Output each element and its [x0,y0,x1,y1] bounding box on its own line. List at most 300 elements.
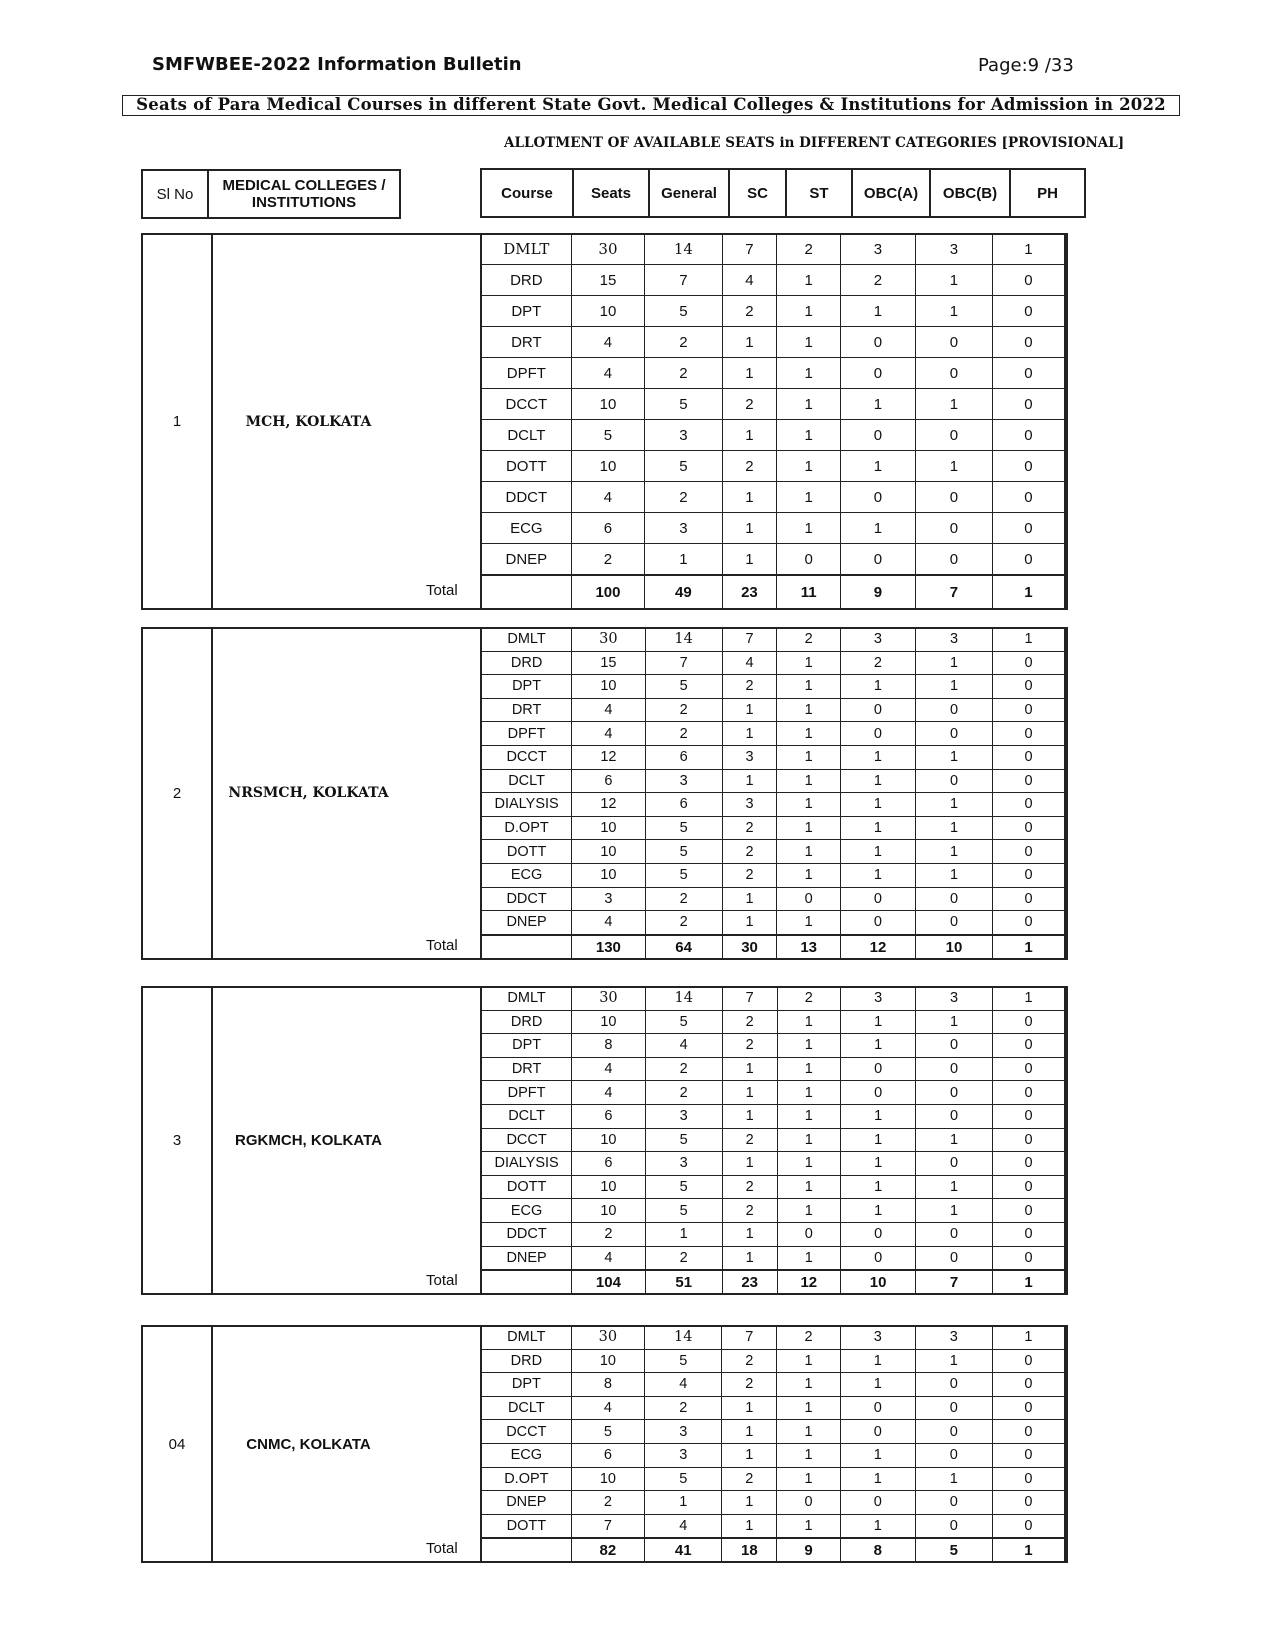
table-row [481,420,1065,451]
table-row [481,628,1065,652]
seat-count-cell: 0 [992,1373,1065,1397]
total-value-cell: 23 [722,575,777,610]
seat-count-cell: 1 [722,1081,777,1105]
seat-count-cell: 6 [645,745,722,769]
seat-count-cell: 2 [722,1010,777,1034]
seat-count-cell: 3 [915,234,992,265]
col-header-st: ST [786,169,852,217]
seat-count-cell: 1 [992,234,1065,265]
seat-count-cell: 6 [571,513,645,544]
seat-count-cell: 1 [916,1199,993,1223]
total-value-cell: 9 [777,1538,840,1563]
col-header-sc: SC [729,169,786,217]
seat-count-cell: 2 [722,840,777,864]
seat-count-cell: 7 [722,628,777,652]
table-row [481,296,1065,327]
seat-count-cell: 7 [722,1326,777,1350]
seat-count-cell: 1 [777,911,840,935]
seat-count-cell: 0 [840,327,915,358]
seat-count-cell: 4 [571,358,645,389]
table-row [481,1396,1065,1420]
seat-count-cell: 2 [722,1349,777,1373]
seat-count-cell: 2 [722,675,777,699]
seat-count-cell: 1 [840,389,915,420]
seat-count-cell: 1 [840,1467,915,1491]
seat-count-cell: 1 [722,327,777,358]
seat-count-cell: 0 [992,1152,1065,1176]
seat-count-cell: 1 [915,296,992,327]
total-value-cell: 1 [993,935,1065,960]
seat-count-cell: 14 [645,1326,722,1350]
seat-count-cell: 6 [572,1104,645,1128]
seat-count-cell: 8 [572,1034,645,1058]
seat-count-cell: 3 [722,745,777,769]
seat-count-cell: 1 [777,698,840,722]
seat-count-cell: 5 [645,840,722,864]
seat-count-cell: 2 [722,863,777,887]
seat-count-cell: 0 [993,722,1065,746]
seat-count-cell: 0 [992,1420,1065,1444]
seat-count-cell: 3 [645,1152,722,1176]
seat-count-cell: 1 [722,911,777,935]
course-cell: DPT [481,1034,572,1058]
seat-count-cell: 4 [572,911,645,935]
table-row [481,1420,1065,1444]
total-blank-cell [481,1538,571,1563]
course-cell: DPT [481,296,571,327]
course-cell: DIALYSIS [481,1152,572,1176]
seat-count-cell: 2 [840,651,915,675]
seat-count-cell: 2 [645,327,722,358]
course-cell: DDCT [481,1222,572,1246]
seat-count-cell: 6 [645,793,722,817]
seat-count-cell: 0 [840,698,915,722]
seat-count-cell: 0 [993,651,1065,675]
course-cell: DNEP [481,1246,572,1270]
total-value-cell: 104 [572,1270,645,1295]
total-label: Total [426,1272,458,1290]
seat-count-cell: 1 [916,1010,993,1034]
seat-count-cell: 0 [916,887,993,911]
table-row [481,327,1065,358]
seat-count-cell: 1 [993,628,1065,652]
table-row [481,1514,1065,1538]
seat-count-cell: 0 [916,698,993,722]
table-row [481,1491,1065,1515]
seat-count-cell: 0 [993,816,1065,840]
seat-count-cell: 1 [916,1175,993,1199]
seat-count-cell: 1 [840,513,915,544]
seat-count-cell: 1 [840,451,915,482]
seat-count-cell: 1 [722,1057,777,1081]
seat-count-cell: 0 [915,1373,992,1397]
seat-count-cell: 5 [645,1010,722,1034]
course-seat-table [480,1325,1066,1563]
seat-count-cell: 2 [645,698,722,722]
seat-count-cell: 0 [840,358,915,389]
seat-count-cell: 2 [777,628,840,652]
seat-count-cell: 0 [916,1057,993,1081]
seat-count-cell: 7 [571,1514,644,1538]
seat-count-cell: 4 [572,722,645,746]
course-cell: DCLT [481,769,572,793]
course-cell: DRD [481,651,572,675]
seat-count-cell: 1 [840,1349,915,1373]
seat-count-cell: 6 [572,1152,645,1176]
seat-count-cell: 3 [645,1420,722,1444]
course-cell: ECG [481,1443,571,1467]
table-row [481,840,1065,864]
seat-count-cell: 1 [722,1443,777,1467]
seat-count-cell: 10 [572,1128,645,1152]
seat-count-cell: 0 [916,769,993,793]
seat-count-cell: 1 [840,675,915,699]
seat-count-cell: 0 [992,389,1065,420]
seat-count-cell: 0 [915,358,992,389]
table-row [481,1010,1065,1034]
table-row [481,1034,1065,1058]
institution-slno: 1 [143,235,213,608]
table-row [481,675,1065,699]
institution-slno: 04 [143,1327,213,1561]
seat-count-cell: 0 [841,1057,916,1081]
table-row [481,722,1065,746]
seat-count-cell: 1 [916,816,993,840]
seat-count-cell: 0 [992,451,1065,482]
seat-count-cell: 3 [840,628,915,652]
seat-count-cell: 15 [571,265,645,296]
seat-count-cell: 1 [841,1152,916,1176]
table-row [481,513,1065,544]
table-row [481,863,1065,887]
seat-count-cell: 0 [840,722,915,746]
seat-count-cell: 0 [993,698,1065,722]
course-seat-table [480,627,1066,960]
seat-count-cell: 0 [992,1467,1065,1491]
seat-count-cell: 0 [992,1349,1065,1373]
seat-count-cell: 2 [571,1491,644,1515]
total-value-cell: 18 [722,1538,777,1563]
seat-count-cell: 0 [992,1034,1065,1058]
institution-group [141,627,1068,960]
seat-count-cell: 0 [841,1246,916,1270]
seat-count-cell: 1 [722,1514,777,1538]
col-header-general: General [649,169,729,217]
seat-count-cell: 0 [993,887,1065,911]
seat-count-cell: 2 [722,1199,777,1223]
col-header-course: Course [481,169,573,217]
seat-count-cell: 1 [841,1010,916,1034]
seat-count-cell: 1 [777,451,841,482]
course-cell: DOTT [481,840,572,864]
seat-count-cell: 2 [722,389,777,420]
seat-count-cell: 3 [916,987,993,1011]
seat-count-cell: 0 [992,358,1065,389]
total-value-cell: 100 [571,575,645,610]
institution-name: MCH, KOLKATA [245,413,372,430]
seat-count-cell: 1 [645,544,722,576]
seat-count-cell: 0 [992,1199,1065,1223]
table-row [481,1057,1065,1081]
seat-count-cell: 1 [722,698,777,722]
course-cell: DMLT [481,987,572,1011]
seat-count-cell: 1 [722,887,777,911]
seat-count-cell: 5 [645,1175,722,1199]
seat-count-cell: 4 [572,1057,645,1081]
seat-count-cell: 1 [840,1373,915,1397]
seat-count-cell: 0 [992,1246,1065,1270]
seat-count-cell: 0 [992,544,1065,576]
seat-count-cell: 5 [645,1128,722,1152]
seat-count-cell: 10 [572,840,645,864]
seat-count-cell: 1 [840,1443,915,1467]
seat-count-cell: 0 [915,1396,992,1420]
seat-count-cell: 10 [572,1199,645,1223]
seat-count-cell: 0 [916,1034,993,1058]
seat-count-cell: 7 [645,265,722,296]
seat-count-cell: 0 [992,1514,1065,1538]
seat-count-cell: 0 [992,1222,1065,1246]
section-banner: Seats of Para Medical Courses in different State Govt. Medical Colleges & Institutions for Admission in 2022 [122,95,1180,116]
seat-count-cell: 2 [572,1222,645,1246]
seat-count-cell: 1 [777,327,841,358]
seat-count-cell: 1 [722,1222,777,1246]
seat-count-cell: 1 [777,722,840,746]
seat-count-cell: 5 [645,451,722,482]
total-row [481,935,1065,960]
table-row [481,265,1065,296]
course-seat-table [480,233,1066,610]
total-value-cell: 130 [572,935,645,960]
course-cell: DOTT [481,451,571,482]
seat-count-cell: 1 [777,1514,840,1538]
course-cell: DRT [481,1057,572,1081]
seat-count-cell: 1 [840,816,915,840]
seat-count-cell: 0 [915,327,992,358]
course-cell: DCLT [481,1396,571,1420]
seat-count-cell: 1 [777,265,841,296]
total-value-cell: 64 [645,935,722,960]
seat-count-cell: 1 [777,863,840,887]
course-cell: DMLT [481,1326,571,1350]
seat-count-cell: 1 [841,1175,916,1199]
institution-slno: 3 [143,988,213,1293]
seat-count-cell: 2 [645,722,722,746]
seat-count-cell: 3 [840,234,915,265]
course-cell: DMLT [481,628,572,652]
total-value-cell: 12 [777,1270,841,1295]
seat-count-cell: 0 [915,1443,992,1467]
total-value-cell: 10 [916,935,993,960]
seat-count-cell: 0 [915,513,992,544]
table-row [481,793,1065,817]
seat-count-cell: 1 [777,1057,841,1081]
institution-group [141,1325,1068,1563]
course-cell: ECG [481,1199,572,1223]
total-label: Total [426,582,458,599]
seat-count-cell: 1 [645,1491,722,1515]
seat-count-cell: 0 [916,1081,993,1105]
seat-count-cell: 1 [841,1199,916,1223]
seat-count-cell: 0 [841,1081,916,1105]
seat-count-cell: 7 [722,987,777,1011]
seat-count-cell: 1 [777,1010,841,1034]
seat-count-cell: 5 [571,1420,644,1444]
seat-count-cell: 4 [722,651,777,675]
seat-count-cell: 2 [722,1128,777,1152]
seat-count-cell: 5 [645,296,722,327]
col-header-obcb: OBC(B) [930,169,1010,217]
seat-count-cell: 0 [993,911,1065,935]
institution-group [141,986,1068,1295]
seat-count-cell: 0 [992,1081,1065,1105]
institution-name: NRSMCH, KOLKATA [228,785,389,802]
seat-count-cell: 2 [645,1081,722,1105]
seat-count-cell: 2 [777,234,841,265]
seat-count-cell: 7 [722,234,777,265]
seat-count-cell: 3 [645,1104,722,1128]
header-right-table [480,168,1086,218]
seat-count-cell: 0 [993,863,1065,887]
seat-count-cell: 1 [777,1396,840,1420]
seat-count-cell: 30 [571,234,645,265]
course-cell: DCCT [481,1128,572,1152]
course-cell: DIALYSIS [481,793,572,817]
institution-name: RGKMCH, KOLKATA [235,1132,382,1150]
seat-count-cell: 1 [916,675,993,699]
seat-count-cell: 1 [840,863,915,887]
course-cell: DOTT [481,1175,572,1199]
total-value-cell: 13 [777,935,840,960]
seat-count-cell: 1 [777,296,841,327]
table-row [481,745,1065,769]
seat-count-cell: 4 [572,1246,645,1270]
table-row [481,1326,1065,1350]
table-row [481,816,1065,840]
seat-count-cell: 2 [722,296,777,327]
seat-count-cell: 0 [915,420,992,451]
seat-count-cell: 10 [572,675,645,699]
col-header-ph: PH [1010,169,1085,217]
course-cell: DNEP [481,1491,571,1515]
col-header-institution: MEDICAL COLLEGES / INSTITUTIONS [208,170,400,218]
seat-count-cell: 1 [841,1128,916,1152]
table-row [481,1081,1065,1105]
seat-count-cell: 10 [571,1467,644,1491]
seat-count-cell: 0 [915,482,992,513]
seat-count-cell: 6 [571,1443,644,1467]
seat-count-cell: 10 [571,389,645,420]
seat-count-cell: 4 [571,327,645,358]
seat-count-cell: 10 [571,1349,644,1373]
total-value-cell: 7 [915,575,992,610]
seat-count-cell: 1 [915,265,992,296]
seat-count-cell: 0 [840,1491,915,1515]
seat-count-cell: 0 [992,1128,1065,1152]
seat-count-cell: 0 [992,482,1065,513]
seat-count-cell: 1 [777,1128,841,1152]
seat-count-cell: 2 [645,1396,722,1420]
course-cell: DNEP [481,911,572,935]
seat-count-cell: 1 [722,1246,777,1270]
seat-count-cell: 1 [915,1349,992,1373]
seat-count-cell: 14 [645,234,722,265]
total-value-cell: 41 [645,1538,722,1563]
total-value-cell: 1 [992,1270,1065,1295]
table-row [481,987,1065,1011]
seat-count-cell: 1 [777,1034,841,1058]
seat-count-cell: 3 [915,1326,992,1350]
total-row [481,575,1065,610]
seat-count-cell: 1 [722,1152,777,1176]
table-row [481,769,1065,793]
seat-count-cell: 0 [915,544,992,576]
seat-count-cell: 1 [777,1246,841,1270]
total-value-cell: 12 [840,935,915,960]
total-value-cell: 10 [841,1270,916,1295]
seat-count-cell: 0 [915,1420,992,1444]
table-row [481,698,1065,722]
total-value-cell: 51 [645,1270,722,1295]
seat-count-cell: 1 [992,1326,1065,1350]
seat-count-cell: 3 [645,1443,722,1467]
seat-count-cell: 1 [722,420,777,451]
course-cell: DRD [481,1010,572,1034]
col-header-seats: Seats [573,169,649,217]
seat-count-cell: 1 [916,840,993,864]
table-row [481,451,1065,482]
seat-count-cell: 1 [777,513,841,544]
seat-count-cell: 2 [645,887,722,911]
course-cell: DRT [481,698,572,722]
seat-count-cell: 0 [777,544,841,576]
total-value-cell: 1 [992,575,1065,610]
table-row [481,1467,1065,1491]
course-cell: DPFT [481,722,572,746]
total-label: Total [426,936,458,954]
table-row [481,1199,1065,1223]
total-value-cell: 49 [645,575,722,610]
seat-count-cell: 1 [777,1443,840,1467]
seat-count-cell: 2 [645,1246,722,1270]
seat-count-cell: 1 [840,745,915,769]
seat-count-cell: 1 [777,1175,841,1199]
seat-count-cell: 0 [992,1491,1065,1515]
seat-count-cell: 14 [645,628,722,652]
seat-count-cell: 1 [915,389,992,420]
seat-count-cell: 1 [777,1104,841,1128]
seat-count-cell: 6 [572,769,645,793]
seat-count-cell: 2 [645,1057,722,1081]
seat-count-cell: 0 [840,482,915,513]
seat-count-cell: 1 [722,544,777,576]
seat-count-cell: 1 [777,1081,841,1105]
seat-count-cell: 2 [571,544,645,576]
seat-count-cell: 1 [840,769,915,793]
seat-count-cell: 7 [645,651,722,675]
course-cell: DRT [481,327,571,358]
seat-count-cell: 3 [722,793,777,817]
seat-count-cell: 4 [722,265,777,296]
seat-count-cell: 1 [840,840,915,864]
course-cell: DDCT [481,482,571,513]
seat-count-cell: 5 [645,1467,722,1491]
seat-count-cell: 30 [572,987,645,1011]
seat-count-cell: 0 [992,1396,1065,1420]
seat-count-cell: 0 [993,745,1065,769]
table-row [481,1222,1065,1246]
course-cell: DRD [481,265,571,296]
